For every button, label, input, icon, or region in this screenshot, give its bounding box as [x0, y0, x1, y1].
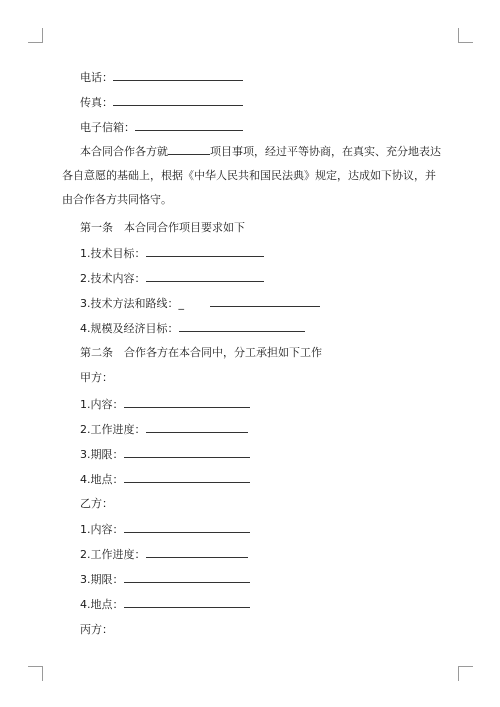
- article1-item-1: [80, 246, 264, 261]
- party-b-item-1: [80, 522, 250, 537]
- email-blank: [135, 120, 243, 131]
- item-blank: [124, 522, 250, 533]
- item-label: 3.期限：: [80, 573, 124, 586]
- party-a-name: 甲方：: [80, 371, 113, 384]
- fax-blank: [113, 95, 243, 106]
- item-blank: [124, 597, 250, 608]
- party-a-item-3: [80, 447, 250, 462]
- article2-title: 第二条 合作各方在本合同中，分工承担如下工作: [80, 346, 322, 359]
- party-b-name: 乙方：: [80, 497, 113, 510]
- item-blank: [124, 447, 250, 458]
- item-label: 3.期限：: [80, 448, 124, 461]
- phone-label: 电话：: [80, 71, 113, 84]
- item-label: 2.技术内容：: [80, 272, 146, 285]
- item-blank: [124, 397, 250, 408]
- party-a-item-1: [80, 397, 250, 412]
- party-a-item-4: [80, 472, 250, 487]
- item-blank: [146, 271, 264, 282]
- item-label: 4.规模及经济目标：: [80, 322, 179, 335]
- fax-label: 传真：: [80, 96, 113, 109]
- item-label: 4.地点：: [80, 473, 124, 486]
- fax-field: [80, 95, 243, 110]
- project-blank: [168, 144, 210, 155]
- item-label: 1.内容：: [80, 398, 124, 411]
- item-blank: [146, 422, 248, 433]
- crop-mark-bottom-right: [458, 666, 473, 681]
- phone-field: [80, 70, 243, 85]
- party-c-name: 丙方：: [80, 623, 113, 636]
- article1-title: 第一条 本合同合作项目要求如下: [80, 221, 245, 234]
- item-blank: [146, 246, 264, 257]
- intro-text-after: 项目事项，经过平等协商，在真实、充分地表达各自意愿的基础上，根据《中华人民共和国民法典》规定，达成如下协议，并由合作各方共同恪守。: [62, 145, 441, 206]
- item-blank: [179, 321, 305, 332]
- article1-item-3: [80, 296, 320, 311]
- email-label: 电子信箱：: [80, 121, 135, 134]
- item-blank: [210, 296, 320, 307]
- item-label: 2.工作进度：: [80, 548, 146, 561]
- item-label: 1.技术目标：: [80, 247, 146, 260]
- party-b-item-3: [80, 572, 250, 587]
- party-a-item-2: [80, 422, 248, 437]
- item-label: 3.技术方法和路线：_: [80, 297, 184, 310]
- party-b-item-2: [80, 547, 248, 562]
- item-label: 4.地点：: [80, 598, 124, 611]
- phone-blank: [113, 70, 243, 81]
- item-label: 2.工作进度：: [80, 423, 146, 436]
- intro-paragraph: [62, 140, 444, 212]
- article1-item-4: [80, 321, 305, 336]
- crop-mark-top-right: [458, 28, 473, 43]
- crop-mark-top-left: [28, 28, 43, 43]
- email-field: [80, 120, 243, 135]
- article1-item-2: [80, 271, 264, 286]
- intro-text-before: 本合同合作各方就: [80, 145, 168, 158]
- item-blank: [124, 472, 250, 483]
- item-blank: [146, 547, 248, 558]
- item-blank: [124, 572, 250, 583]
- crop-mark-bottom-left: [28, 666, 43, 681]
- item-label: 1.内容：: [80, 523, 124, 536]
- party-b-item-4: [80, 597, 250, 612]
